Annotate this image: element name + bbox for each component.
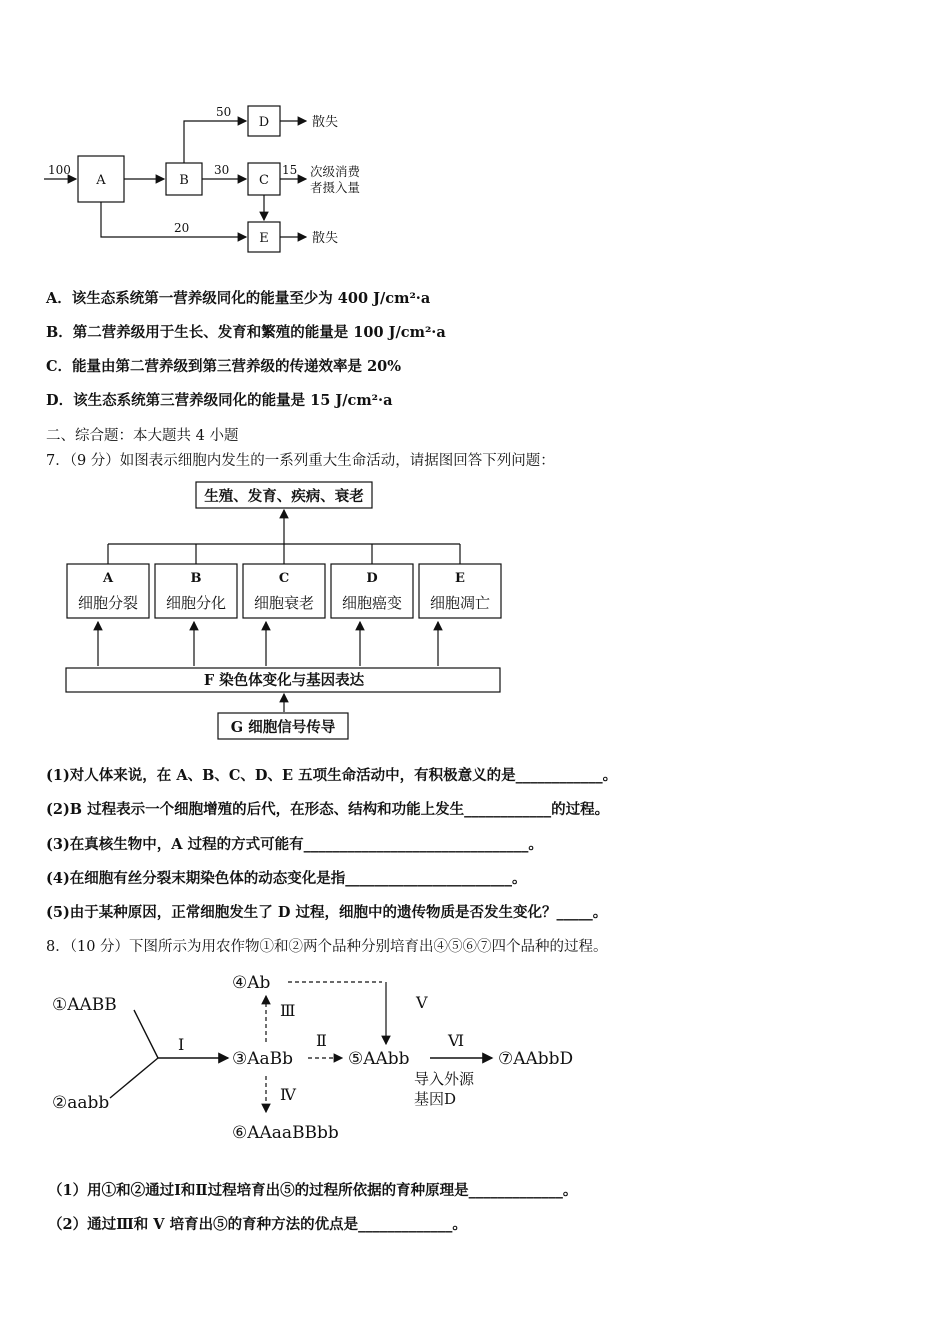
f-bar-label: F 染色体变化与基因表达 bbox=[203, 672, 365, 689]
label-d-out: 散失 bbox=[312, 115, 339, 130]
box-b-label: 细胞分化 bbox=[165, 594, 227, 612]
box-e-label: 细胞凋亡 bbox=[429, 594, 491, 612]
box-c-label: 细胞衰老 bbox=[253, 594, 315, 612]
node-a-label: A bbox=[96, 173, 106, 188]
node-e-label: E bbox=[259, 231, 269, 246]
cell-activity-diagram bbox=[60, 476, 510, 746]
node-3: ③AaBb bbox=[232, 1049, 294, 1069]
q7-stem: 7．（9 分）如图表示细胞内发生的一系列重大生命活动，请据图回答下列问题： bbox=[46, 453, 555, 469]
q7-question-2: (2)B 过程表示一个细胞增殖的后代，在形态、结构和功能上发生____________的过程。 bbox=[46, 801, 610, 818]
node-5: ⑤AAbb bbox=[348, 1049, 410, 1069]
breeding-diagram bbox=[46, 966, 606, 1146]
step-1: Ⅰ bbox=[178, 1035, 185, 1054]
value-b-to-d: 50 bbox=[216, 105, 232, 119]
label-c-out-2: 者摄入量 bbox=[310, 180, 361, 195]
step-2: Ⅱ bbox=[316, 1031, 327, 1050]
value-b-to-c: 30 bbox=[214, 163, 230, 177]
box-e-letter: E bbox=[455, 571, 465, 586]
value-c-out: 15 bbox=[282, 163, 298, 177]
node-b-label: B bbox=[179, 173, 189, 188]
q8-question-1: （1）用①和②通过Ⅰ和Ⅱ过程培育出⑤的过程所依据的育种原理是_____________。 bbox=[48, 1182, 578, 1199]
step-5: Ⅴ bbox=[416, 993, 428, 1012]
node-c-label: C bbox=[259, 173, 269, 188]
box-a-label: 细胞分裂 bbox=[77, 594, 139, 612]
step-4: Ⅳ bbox=[280, 1085, 296, 1104]
q7-question-5: (5)由于某种原因，正常细胞发生了 D 过程，细胞中的遗传物质是否发生变化？_____。 bbox=[46, 904, 608, 921]
option-b: B．第二营养级用于生长、发育和繁殖的能量是 100 J/cm²·a bbox=[46, 324, 446, 341]
note-line-1: 导入外源 bbox=[414, 1070, 475, 1088]
top-box-label: 生殖、发育、疾病、衰老 bbox=[204, 488, 364, 505]
q7-question-3: (3)在真核生物中，A 过程的方式可能有_______________________________。 bbox=[46, 836, 543, 853]
box-a-letter: A bbox=[102, 571, 114, 586]
value-a-to-e: 20 bbox=[174, 221, 190, 235]
q7-question-1: (1)对人体来说，在 A、B、C、D、E 五项生命活动中，有积极意义的是____________。 bbox=[46, 767, 618, 784]
q8-stem: 8．（10 分）下图所示为用农作物①和②两个品种分别培育出④⑤⑥⑦四个品种的过程。 bbox=[46, 939, 608, 955]
step-3: Ⅲ bbox=[280, 1001, 296, 1020]
energy-flow-diagram bbox=[40, 100, 400, 260]
q8-question-2: （2）通过Ⅲ和 V 培育出⑤的育种方法的优点是_____________。 bbox=[48, 1216, 467, 1233]
label-c-out-1: 次级消费 bbox=[310, 164, 361, 179]
step-6: Ⅵ bbox=[448, 1031, 465, 1050]
section-title: 二、综合题：本大题共 4 小题 bbox=[46, 428, 239, 444]
node-6: ⑥AAaaBBbb bbox=[232, 1123, 339, 1143]
g-box-label: G 细胞信号传导 bbox=[230, 719, 336, 736]
input-value: 100 bbox=[48, 163, 71, 177]
option-a: A．该生态系统第一营养级同化的能量至少为 400 J/cm²·a bbox=[46, 290, 431, 307]
box-b-letter: B bbox=[190, 571, 202, 586]
q7-question-4: (4)在细胞有丝分裂末期染色体的动态变化是指_______________________。 bbox=[46, 870, 527, 887]
box-d-label: 细胞癌变 bbox=[341, 594, 403, 612]
node-2: ②aabb bbox=[52, 1093, 110, 1113]
node-d-label: D bbox=[258, 115, 270, 130]
node-1: ①AABB bbox=[52, 995, 117, 1015]
box-c-letter: C bbox=[278, 571, 290, 586]
option-d: D．该生态系统第三营养级同化的能量是 15 J/cm²·a bbox=[46, 392, 393, 409]
node-7: ⑦AAbbD bbox=[498, 1049, 574, 1069]
note-line-2: 基因D bbox=[414, 1090, 457, 1108]
label-e-out: 散失 bbox=[312, 231, 339, 246]
box-d-letter: D bbox=[366, 571, 378, 586]
option-c: C．能量由第二营养级到第三营养级的传递效率是 20% bbox=[46, 358, 402, 375]
node-4: ④Ab bbox=[232, 973, 271, 993]
